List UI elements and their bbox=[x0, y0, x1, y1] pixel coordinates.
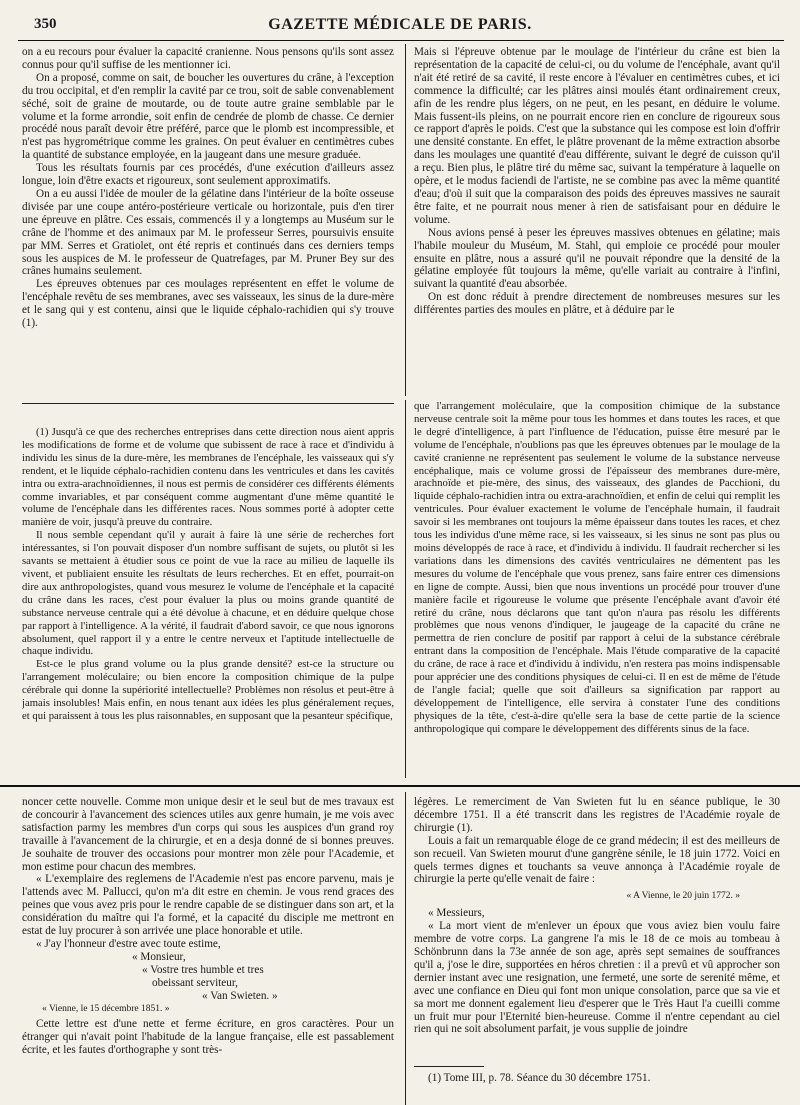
footnote-paragraph: (1) Tome III, p. 78. Séance du 30 décembre 1751. bbox=[428, 1072, 651, 1084]
letter-closing: « Vostre tres humble et tres bbox=[142, 963, 264, 976]
paragraph: Cette lettre est d'une nette et ferme écriture, en gros caractères. Pour un étranger qui n'avait point l'habitude de la langue française, elle est passablement écrite, et les fautes d'orthographe y sont très- bbox=[22, 1018, 394, 1057]
paragraph: « L'exemplaire des reglemens de l'Academie n'est pas encore parvenu, mais je l'attends avec M. Pallucci, qu'on m'a dit estre en chemin. Je vous rend graces des peines que vous avez pris pour le rendre capable de se distinguer dans son art, et la considération du maître qui l'a formé, et la capacité du disciple me mettront en estat de luy procurer à son arrivée une place honorable et utile. bbox=[22, 873, 394, 938]
column-divider bbox=[405, 44, 406, 396]
paragraph: On a proposé, comme on sait, de boucher les ouvertures du crâne, à l'exception du trou occipital, et d'en remplir la cavité par ce trou, soit de sable convenablement séché, soit de graine de moutarde, ou de toute autre graine semblable par le volume et la forme arrondie, soit enfin de cendrée de plomb de chasse. Ce dernier procédé nous paraît devoir être préféré, parce que le plomb est incompressible, et n'est pas hygrométrique comme les graines. On peut évaluer en centimètres cubes la quantité de substance employée, en la jaugeant dans une mesure graduée. bbox=[22, 71, 394, 162]
paragraph: « La mort vient de m'enlever un époux que vous aviez bien voulu faire membre de votre corps. La gangrene l'a mis le 18 de ce mois au tombeau à Schönbrunn dans la 73e année de son age, après sept semaines de souffrances qu'il a, j'ose le dire, supportées en héros chretien : il a prevû et vû approcher son dernier instant avec une resignation, une fermeté, une sorte de serenité même, et avec une confiance en Dieu qui font mon unique consolation, parce que sa vie et sa mort me donnent egalement lieu d'esperer que le Très Haut l'a cueilli comme un fruit mur pour l'Eternité bien-heureuse. Comme il n'entre cependant au ciel rien qui ne soit absolument parfait, je vous supplie de joindre bbox=[414, 920, 780, 1036]
letter-salutation: « Monsieur, bbox=[132, 950, 186, 963]
paragraph: Nous avions pensé à peser les épreuves massives obtenues en gélatine; mais l'habile mouleur du Muséum, M. Stahl, qui emploie ce procédé pour mouler ensuite en plâtre, nous a assuré qu'il ne pouvait répondre que la densité de la gélatine employée fût toujours la même, qu'elle variait au contraire à l'infini, suivant la quantité d'eau absorbée. bbox=[414, 226, 780, 291]
right-column-bottom bbox=[414, 796, 780, 1061]
paragraph: On est donc réduit à prendre directement de nombreuses mesures sur les différentes parties des moules en plâtre, et à déduire par le bbox=[414, 291, 780, 317]
section-rule bbox=[0, 785, 800, 787]
paragraph: « J'ay l'honneur d'estre avec toute estime, bbox=[36, 937, 221, 950]
paragraph: légères. Le remerciment de Van Swieten fut lu en séance publique, le 30 décembre 1751. Il a été transcrit dans les registres de l'Académie royale de chirurgie (1). bbox=[414, 796, 780, 834]
column-divider bbox=[405, 792, 406, 1105]
paragraph: noncer cette nouvelle. Comme mon unique desir et le seul but de mes travaux est de concourir à l'avancement des sciences utiles aux genre humain, je me vois avec satisfaction parmy les membres d'un corps qui sous les auspices d'un grand roy travaille à l'avancement de la chirurgie, et en a desja donné de si bonnes preuves. Je souhaite de trouver des occasions pour montrer mon zèle pour l'Academie, et mon estime pour chacun des membres. bbox=[22, 796, 394, 873]
page-header bbox=[20, 16, 780, 38]
letter-signature: « Van Swieten. » bbox=[202, 989, 278, 1002]
letter-date: « A Vienne, le 20 juin 1772. » bbox=[626, 891, 740, 902]
right-column-footnote bbox=[414, 400, 780, 776]
right-column-top bbox=[414, 46, 780, 396]
letter-date: « Vienne, le 15 décembre 1851. » bbox=[42, 1003, 170, 1014]
letter-salutation: « Messieurs, bbox=[428, 907, 485, 920]
footnote-paragraph: que l'arrangement moléculaire, que la composition chimique de la substance nerveuse centrale soit la même pour tous les hommes et dans toutes les races, et que le degré d'intelligence, à part l'influence de l'éducation, puisse être mesuré par le volume de l'encéphale, n'oublions pas que les épreuves obtenues par le moulage de la cavité cranienne ne représentent pas seulement le volume de la substance nerveuse encéphalique, mais ce volume grossi de l'épaisseur des membranes dure-mère, arachnoïde et pie-mère, des sinus, des vaisseaux, des glandes de Pacchioni, du liquide céphalo-rachidien intra ou extra-arachnoïdien, et enfin de celui qui remplit les ventricules. Pour évaluer exactement le volume de l'encéphale humain, il faudrait savoir si les membranes ont toujours la même épaisseur dans toutes les races, et chez tous les individus d'une même race, si les vaisseaux, si les sinus ne sont pas plus ou moins développés de race à race, et d'individu à individu. Il faudrait rechercher si les variations dans les dimensions des cavités ventriculaires ne démentent pas les mesures du volume de l'encéphale que vous prenez, sans faire entrer ces dimensions en ligne de compte. Aussi, bien que nous inventions un procédé pour trouver d'une manière facile et rigoureuse le volume que présente l'encéphale avant d'avoir été retiré du crâne, nous déclarons que tant qu'on n'aura pas résolu les différents problèmes que nous venons d'indiquer, le jaugeage de la capacité du crâne ne permettra de rien conclure de positif par rapport à celui de la substance cérébrale entrant dans la composition de l'encéphale. Mais l'étude comparative de la capacité du crâne, de race à race et d'individu à individu, n'en restera pas moins indispensable pour apprécier une des conditions physiques de celui-ci. Il en est de même de l'étude de l'angle facial; quelle que soit d'ailleurs sa signification par rapport au développement de l'intelligence, elle servira à constater l'une des conditions physiques de la tête, c'est-à-dire qu'elle sera la base de cette partie de la science anthropologique qui compare le développement des différents sinus de la face. bbox=[414, 400, 780, 735]
footnote-paragraph: (1) Jusqu'à ce que des recherches entreprises dans cette direction nous aient appris les modifications de forme et de volume que subissent de race à race et d'individu à individu les sinus de la dure-mère, les membranes de l'encéphale, les vaisseaux qui s'y rendent, et le liquide céphalo-rachidien contenu dans les ventricules et dans les cavités intra ou extra-arachnoïdiennes, il nous est permis de considérer ces différents éléments comme invariables, et par conséquent comme augmentant d'une même quantité le volume de l'encéphale dans les différentes races. Nous sommes porté à adopter cette manière de voir, jusqu'à preuve du contraire. bbox=[22, 426, 394, 529]
left-column-top bbox=[22, 46, 394, 396]
paragraph: Mais si l'épreuve obtenue par le moulage de l'intérieur du crâne est bien la représentation de la capacité de celui-ci, ou du volume de l'encéphale, avant qu'il n'ait été retiré de sa cavité, il reste encore à l'évaluer en centimètres cubes, et ici commence la difficulté; car les plâtres ainsi moulés étant ordinairement creux, afin de les rendre plus légers, on ne peut, en les pesant, en déduire le volume. Mais fussent-ils pleins, on ne pourrait encore rien en conclure de rigoureux sous ce rapport d'après le poids. C'est que la substance qui les compose est loin d'offrir une densité constante. En effet, le plâtre provenant de la même extraction absorbe dans les moulages une quantité d'eau différente, suivant le degré de cuisson qu'il a reçu. Bien plus, le plâtre tiré du même sac, suivant la température à laquelle on opère, et le modus faciendi de l'artiste, ne se combine pas avec la même quantité d'eau; d'où il suit que la comparaison des poids des épreuves massives ne saurait être faite, et ne pourrait nous mener à rien de satisfaisant pour en déduire le volume. bbox=[414, 46, 780, 226]
footnote-separator bbox=[22, 403, 394, 404]
page-number: 350 bbox=[34, 16, 57, 32]
paragraph: On a eu aussi l'idée de mouler de la gélatine dans l'intérieur de la boîte osseuse divisée par une coupe antéro-postérieure verticale ou horizontale, puis d'en tirer une épreuve en plâtre. Ces essais, commencés il y a longtemps au Muséum sur le crâne de l'homme et des animaux par M. le professeur Serres, poursuivis ensuite par MM. Serres et Gratiolet, ont été repris et continués dans ces derniers temps sous les auspices de M. le professeur de Quatrefages, par M. Pruner Bey sur des crânes humains seulement. bbox=[22, 187, 394, 278]
bottom-footnote bbox=[414, 1072, 780, 1092]
paragraph: Tous les résultats fournis par ces procédés, d'une exécution d'ailleurs assez longue, loin d'être exacts et rigoureux, sont seulement approximatifs. bbox=[22, 162, 394, 188]
paragraph: Louis a fait un remarquable éloge de ce grand médecin; il est des meilleurs de son recueil. Van Swieten mourut d'une gangrène sénile, le 18 juin 1772. Voici en quels termes dignes et touchants sa veuve annonça à l'Académie royale de chirurgie la perte qu'elle venait de faire : bbox=[414, 834, 780, 886]
paragraph: Les épreuves obtenues par ces moulages représentent en effet le volume de l'encéphale revêtu de ses membranes, avec ses vaisseaux, les sinus de la dure-mère et le sang qui y est contenu, ainsi que le liquide céphalo-rachidien qui s'y trouve (1). bbox=[22, 278, 394, 330]
left-column-footnote bbox=[22, 426, 394, 776]
letter-closing: obeissant serviteur, bbox=[152, 976, 238, 989]
left-column-bottom bbox=[22, 796, 394, 1105]
footnote-paragraph: Il nous semble cependant qu'il y aurait à faire là une série de recherches fort intéressantes, si l'on pouvait disposer d'un nombre suffisant de sujets, ou plutôt si les savants se mettaient à étudier sous ce point de vue la race au milieu de laquelle ils vivent, et publiaient ensuite les résultats de leurs recherches. Et en effet, pourrait-on dire aux anthropologistes, quand vous mesurez le volume de l'encéphale et la capacité du crâne dans les races, c'est pour évaluer la plus ou moins grande quantité de substance nerveuse centrale qui a été dévolue à chacune, et en déduire quelque chose par rapport à l'intelligence. A la vérité, il faudrait d'abord savoir, ce que nous ignorons absolument, quel rapport il y a entre le centre nerveux et l'aptitude intellectuelle de chaque individu. bbox=[22, 529, 394, 658]
journal-title: GAZETTE MÉDICALE DE PARIS. bbox=[268, 16, 532, 33]
column-divider bbox=[405, 400, 406, 778]
paragraph: on a eu recours pour évaluer la capacité cranienne. Nous pensons qu'ils sont assez connus pour qu'il suffise de les mentionner ici. bbox=[22, 46, 394, 71]
header-rule bbox=[18, 40, 784, 41]
footnote-separator bbox=[414, 1066, 484, 1067]
footnote-paragraph: Est-ce le plus grand volume ou la plus grande densité? est-ce la structure ou l'arrangement moléculaire; ou bien encore la composition chimique de la pulpe cérébrale qui donne la supériorité intellectuelle? Problèmes non résolus et peut-être à jamais insolubles! Mais enfin, en nous tenant aux idées les plus généralement reçues, et qui paraissent à tous les plus raisonnables, en supposant que la pesanteur spécifique, bbox=[22, 658, 394, 722]
